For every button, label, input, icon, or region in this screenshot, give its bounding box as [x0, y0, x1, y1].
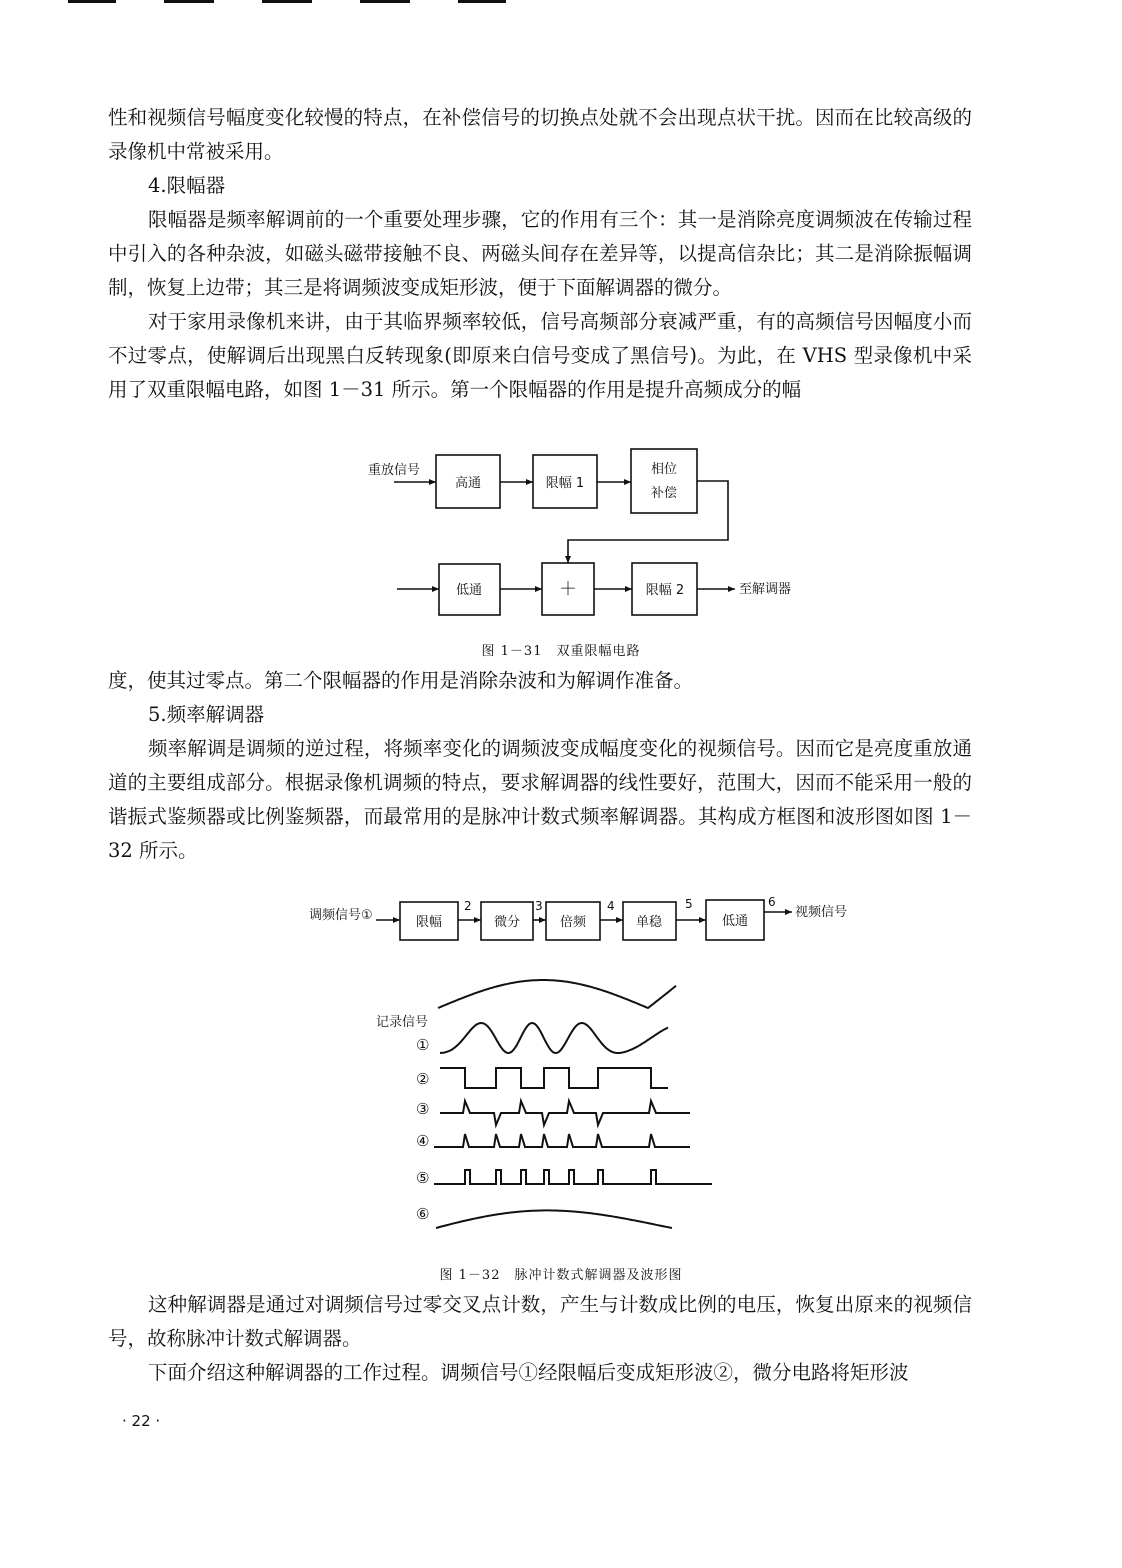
row-label: ⑥ — [416, 1205, 430, 1223]
paragraph: 这种解调器是通过对调频信号过零交叉点计数，产生与计数成比例的电压，恢复出原来的视频信号，故称脉冲计数式解调器。 — [108, 1293, 972, 1350]
monostable-wave — [434, 1170, 712, 1184]
block-label: 低通 — [721, 914, 749, 929]
rectangular-wave — [440, 1068, 668, 1088]
paragraph: 性和视频信号幅度变化较慢的特点，在补偿信号的切换点处就不会出现点状干扰。因而在比较高级的录像机中常被采用。 — [108, 106, 972, 163]
record-signal-label: 记录信号 — [376, 1015, 429, 1030]
node-label: 5 — [685, 897, 693, 911]
differentiated-wave — [440, 1101, 690, 1125]
row-label: ② — [416, 1070, 430, 1088]
paragraph: 对于家用录像机来讲，由于其临界频率较低，信号高频部分衰减严重，有的高频信号因幅度小而不过零点，使解调后出现黑白反转现象(即原来白信号变成了黑信号)。为此，在 VHS 型录像机中采用了双重限幅电路，如图 1－31 所示。第一个限幅器的作用是提升高频成分的幅 — [108, 310, 972, 401]
fm-signal-wave — [440, 1023, 668, 1053]
page-number: · 22 · — [122, 1412, 161, 1430]
block-label: 单稳 — [635, 915, 663, 930]
block-label: 微分 — [493, 915, 521, 930]
fig31-input-label: 重放信号 — [368, 463, 421, 478]
figure-1-31-caption: 图 1－31 双重限幅电路 — [481, 644, 641, 659]
record-signal-wave — [438, 980, 676, 1008]
node-label: 3 — [535, 899, 543, 913]
phase-label-1: 相位 — [650, 462, 678, 477]
highpass-label: 高通 — [454, 476, 482, 491]
figure-1-32-caption: 图 1－32 脉冲计数式解调器及波形图 — [439, 1268, 683, 1283]
node-label: 4 — [607, 899, 615, 913]
fig31-output-label: 至解调器 — [739, 582, 792, 597]
paragraph: 下面介绍这种解调器的工作过程。调频信号①经限幅后变成矩形波②，微分电路将矩形波 — [148, 1361, 909, 1384]
paragraph: 频率解调是调频的逆过程，将频率变化的调频波变成幅度变化的视频信号。因而它是亮度重放通道的主要组成部分。根据录像机调频的特点，要求解调器的线性要好，范围大，因而不能采用一般的谐振式鉴频器或比例鉴频器，而最常用的是脉冲计数式频率解调器。其构成方框图和波形图如图 1－32 所示。 — [108, 737, 972, 862]
lowpass-label: 低通 — [455, 583, 483, 598]
row-label: ⑤ — [416, 1169, 430, 1187]
doubled-pulse-wave — [434, 1134, 690, 1147]
node-label: 6 — [768, 895, 776, 909]
text-block-3 — [108, 1288, 972, 1390]
row-label: ③ — [416, 1100, 430, 1118]
node-label: 2 — [464, 899, 472, 913]
phase-label-2: 补偿 — [650, 486, 678, 501]
row-label: ① — [416, 1036, 430, 1054]
fig32-input-label: 调频信号① — [309, 908, 373, 923]
paragraph: 度，使其过零点。第二个限幅器的作用是消除杂波和为解调作准备。 — [108, 669, 694, 692]
adder-label: ＋ — [559, 579, 577, 600]
limiter1-label: 限幅 1 — [545, 476, 585, 491]
row-label: ④ — [416, 1132, 430, 1150]
block-label: 倍频 — [559, 915, 587, 930]
fig32-output-label: 视频信号 — [795, 905, 848, 920]
video-output-wave — [436, 1210, 672, 1228]
section-heading-limiter: 4.限幅器 — [148, 174, 226, 197]
block-label: 限幅 — [415, 915, 443, 930]
limiter2-label: 限幅 2 — [645, 583, 685, 598]
section-heading-demodulator: 5.频率解调器 — [148, 703, 265, 726]
paragraph: 限幅器是频率解调前的一个重要处理步骤，它的作用有三个：其一是消除亮度调频波在传输过程中引入的各种杂波，如磁头磁带接触不良、两磁头间存在差异等，以提高信杂比；其二是消除振幅调制，恢复上边带；其三是将调频波变成矩形波，便于下面解调器的微分。 — [108, 208, 972, 299]
